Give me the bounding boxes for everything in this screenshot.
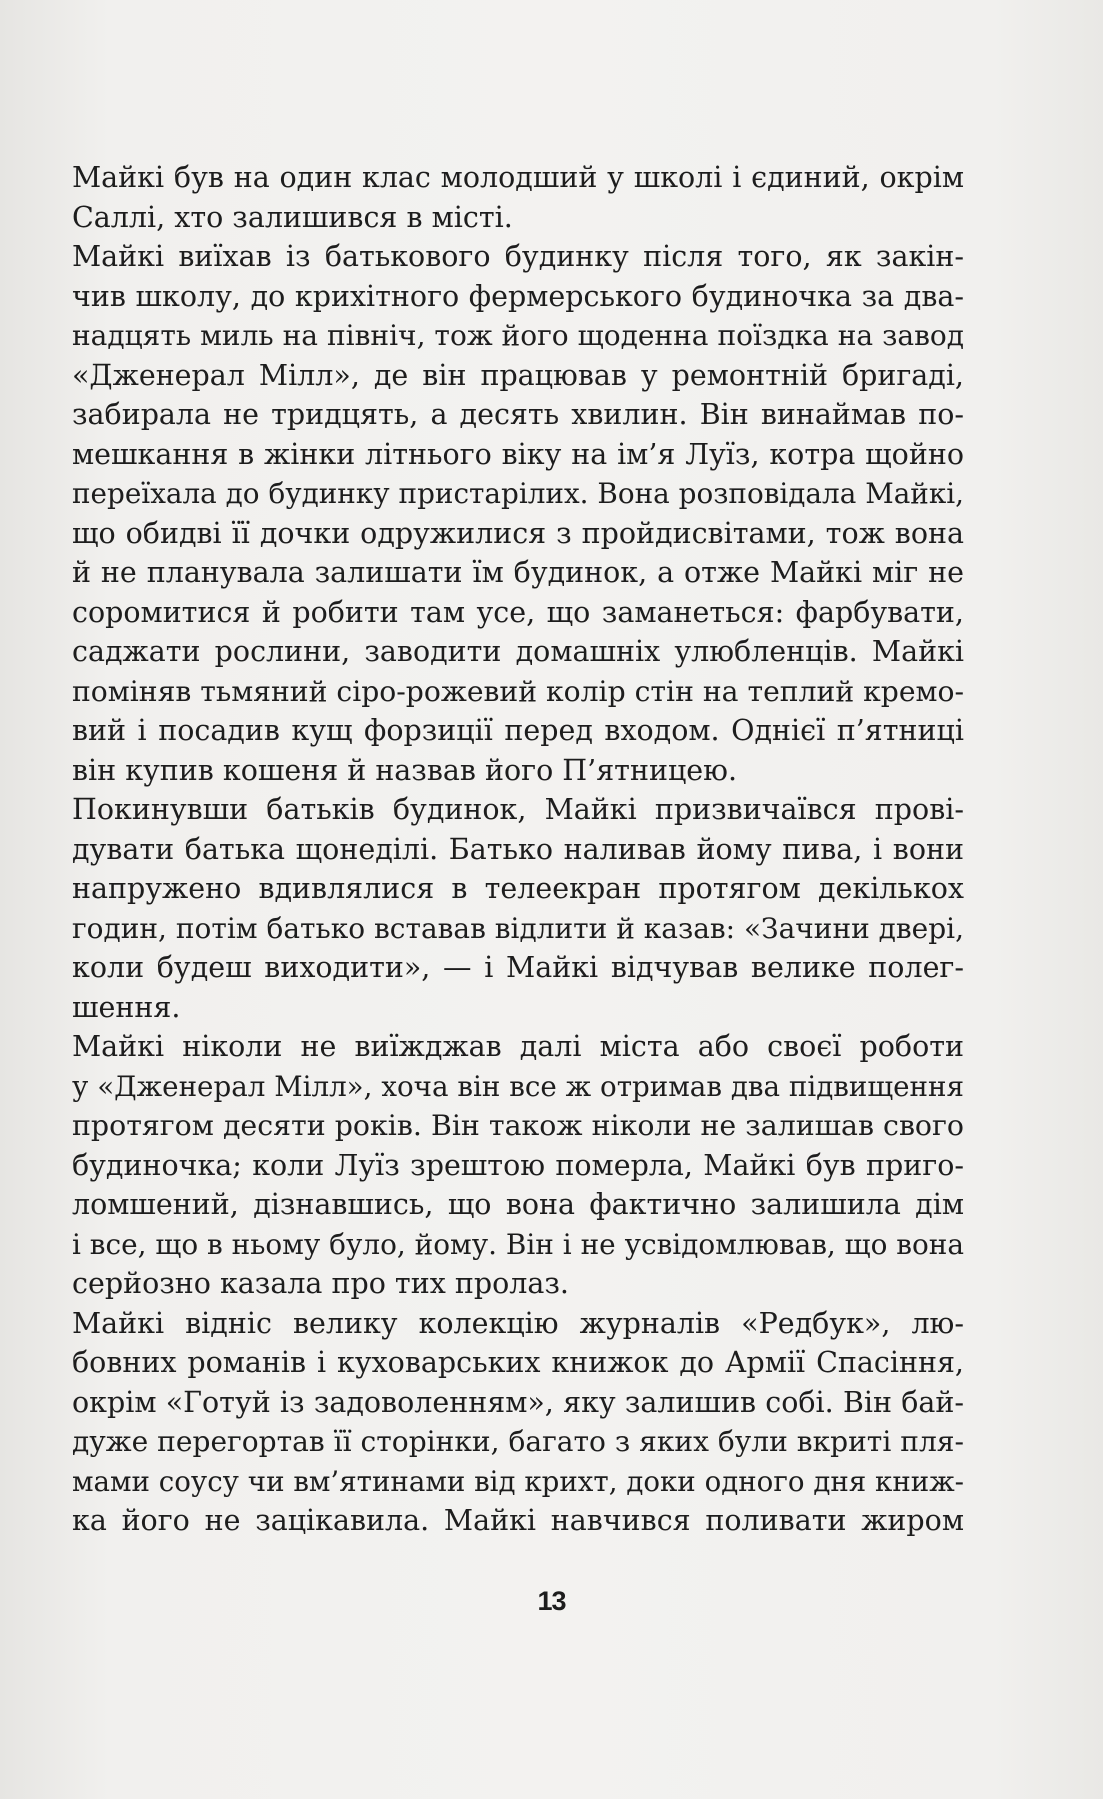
text-line: напружено вдивлялися в телеекран протягом декількох xyxy=(72,872,964,905)
text-line: ка його не зацікавила. Майкі навчився поливати жиром xyxy=(72,1504,964,1537)
text-line: протягом десяти років. Він також ніколи не залишав свого xyxy=(72,1109,964,1142)
text-line: «Дженерал Мілл», де він працював у ремонтній бригаді, xyxy=(72,358,964,392)
text-line: вий і посадив кущ форзиції перед входом. Однієї п’ятниці xyxy=(72,714,964,747)
text-line: переїхала до будинку пристарілих. Вона розповідала Майкі, xyxy=(72,477,964,510)
text-line: Майкі відніс велику колекцію журналів «Редбук», лю- xyxy=(72,1306,964,1340)
text-line: окрім «Готуй із задоволенням», яку залишив собі. Він бай- xyxy=(72,1385,964,1419)
text-line: Майкі ніколи не виїжджав далі міста або своєї роботи xyxy=(72,1030,964,1063)
text-line: серйозно казала про тих пролаз. xyxy=(72,1267,569,1300)
text-line: надцять миль на північ, тож його щоденна поїздка на завод xyxy=(72,319,964,352)
text-line: шення. xyxy=(72,990,181,1024)
page-number: 13 xyxy=(537,1586,566,1616)
text-line: Покинувши батьків будинок, Майкі призвичаївся прові- xyxy=(72,793,964,826)
body-text xyxy=(72,158,964,1541)
text-line: чив школу, до крихітного фермерського будиночка за два- xyxy=(72,279,964,313)
text-line: будиночка; коли Луїз зрештою померла, Майкі був приго- xyxy=(72,1148,964,1182)
text-line: й не планувала залишати їм будинок, а отже Майкі міг не xyxy=(72,556,964,589)
text-line: ломшений, дізнавшись, що вона фактично залишила дім xyxy=(72,1188,964,1221)
text-line: саджати рослини, заводити домашніх улюбленців. Майкі xyxy=(72,635,964,668)
text-line: Майкі виїхав із батькового будинку після того, як закін- xyxy=(72,240,964,273)
paragraph xyxy=(72,790,964,1027)
text-line: поміняв тьмяний сіро-рожевий колір стін на теплий кремо- xyxy=(72,674,964,708)
paragraph xyxy=(72,1027,964,1304)
text-line: мешкання в жінки літнього віку на ім’я Луїз, котра щойно xyxy=(72,437,964,471)
text-line: дуже перегортав її сторінки, багато з яких були вкриті пля- xyxy=(72,1425,964,1458)
text-line: соромитися й робити там усе, що заманеться: фарбувати, xyxy=(72,595,964,629)
paragraph xyxy=(72,237,964,790)
text-line: Саллі, хто залишився в місті. xyxy=(72,200,513,234)
paragraph xyxy=(72,1304,964,1541)
text-line: бовних романів і куховарських книжок до Армії Спасіння, xyxy=(72,1346,964,1379)
text-line: коли будеш виходити», — і Майкі відчував велике полег- xyxy=(72,951,964,984)
text-line: у «Дженерал Мілл», хоча він все ж отримав два підвищення xyxy=(72,1069,964,1103)
text-line: забирала не тридцять, а десять хвилин. Він винаймав по- xyxy=(72,398,964,431)
text-line: годин, потім батько вставав відлити й казав: «Зачини двері, xyxy=(72,911,964,945)
text-line: дувати батька щонеділі. Батько наливав йому пива, і вони xyxy=(72,832,964,866)
text-line: він купив кошеня й назвав його П’ятницею. xyxy=(72,753,738,787)
paragraph xyxy=(72,158,964,237)
text-line: що обидві її дочки одружилися з пройдисвітами, тож вона xyxy=(72,516,964,550)
text-line: мами соусу чи вм’ятинами від крихт, доки одного дня книж- xyxy=(72,1464,964,1498)
text-line: і все, що в ньому було, йому. Він і не усвідомлював, що вона xyxy=(72,1227,964,1261)
text-line: Майкі був на один клас молодший у школі і єдиний, окрім xyxy=(72,161,964,194)
